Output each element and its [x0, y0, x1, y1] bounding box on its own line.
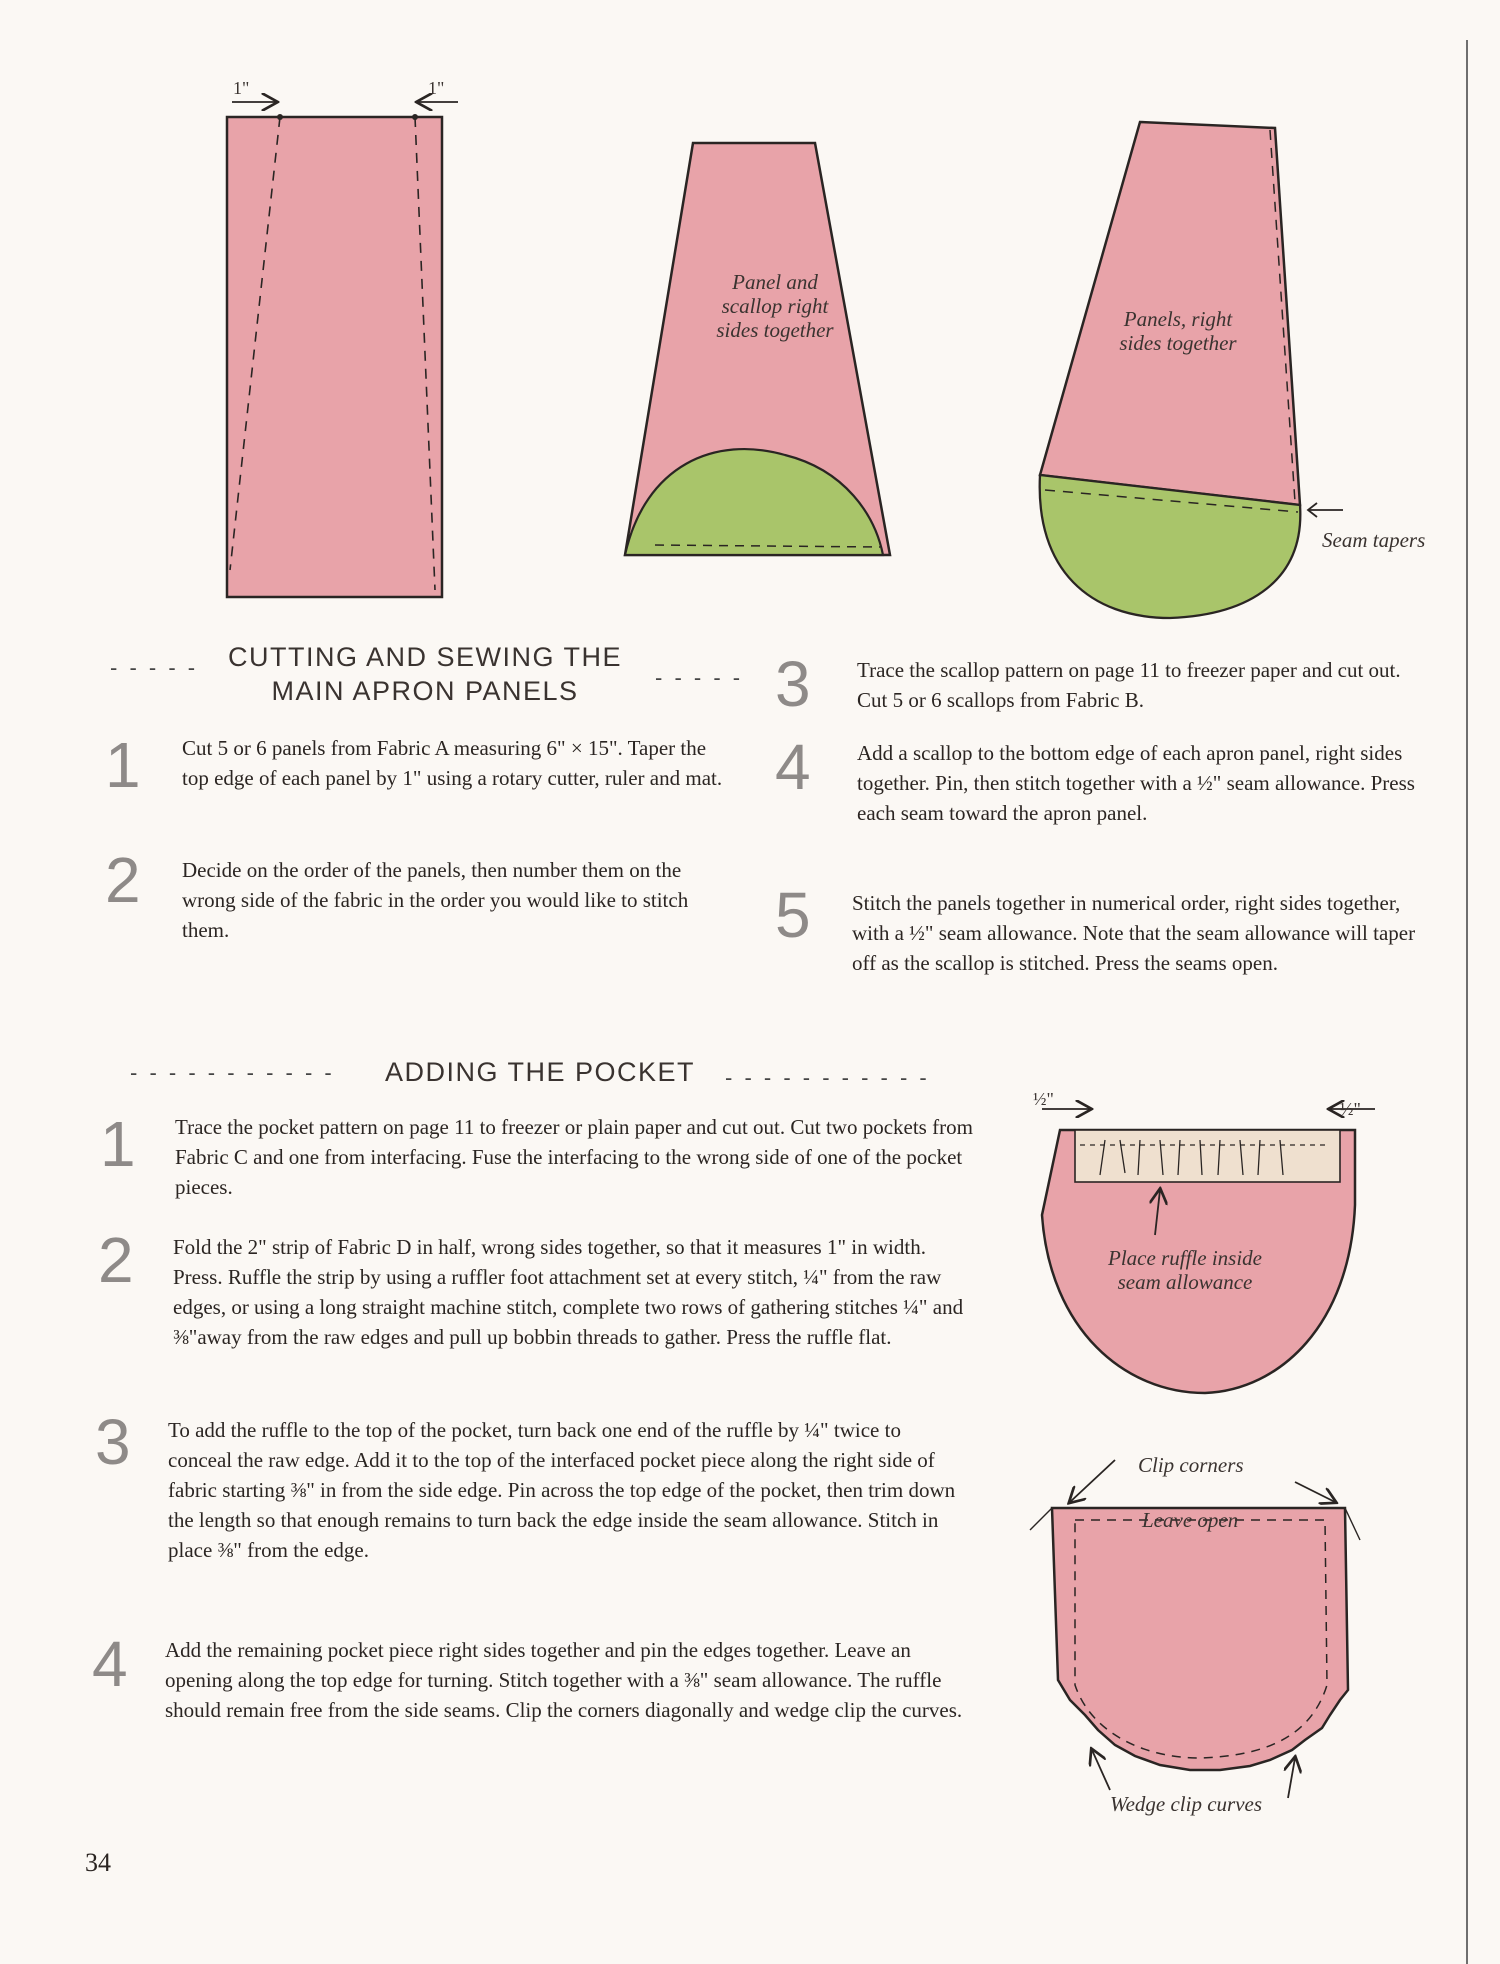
section1-heading: [205, 640, 645, 708]
s1-step1-number: 1: [105, 729, 141, 801]
section1-heading-line1: CUTTING AND SEWING THE: [227, 642, 623, 672]
page-number: 34: [85, 1848, 111, 1877]
page-edge-rule: [1466, 40, 1468, 1964]
section1-heading-line2: MAIN APRON PANELS: [271, 676, 579, 706]
panels-joined-label: Panels, right sides together: [1119, 307, 1237, 355]
section2-heading: ADDING THE POCKET: [384, 1057, 696, 1087]
seam-tapers-note: Seam tapers: [1322, 528, 1426, 552]
s1-step5-text: Stitch the panels together in numerical order, right sides together, with a ½" seam allowance. Note that the seam allowance will taper off as the scallop is stitched. Press the seams open.: [852, 891, 1416, 975]
heading-dash-right: - - - - -: [655, 665, 744, 690]
s1-step1-text: Cut 5 or 6 panels from Fabric A measuring 6" × 15". Taper the top edge of each panel by 1" using a rotary cutter, ruler and mat.: [182, 736, 723, 790]
heading2-dash-left: - - - - - - - - - - -: [130, 1060, 335, 1085]
s1-step3-text: Trace the scallop pattern on page 11 to freezer paper and cut out. Cut 5 or 6 scallops from Fabric B.: [857, 658, 1401, 712]
seam-tapers-arrow-icon: [1305, 500, 1345, 520]
s1-step5-number: 5: [775, 879, 811, 951]
heading-dash-left: - - - - -: [110, 655, 199, 680]
s2-step4-number: 4: [92, 1628, 128, 1700]
s2-step2-text: Fold the 2" strip of Fabric D in half, wrong sides together, so that it measures 1" in width. Press. Ruffle the strip by using a ruffler foot attachment set at every stitch, ¼" from the raw edges, or using a long straight machine stitch, complete two rows of gathering stitches ¼" and ⅜"away from the raw edges and pull up bobbin threads to gather. Press the ruffle flat.: [173, 1235, 964, 1349]
s2-step2-number: 2: [98, 1224, 134, 1296]
panels-joined-illustration: [1030, 110, 1310, 630]
pocket-measure-left: ½": [1033, 1089, 1054, 1109]
s2-step3-text: To add the ruffle to the top of the pocket, turn back one end of the ruffle by ¼" twice to conceal the raw edge. Add it to the top of the interfaced pocket piece along the right side of fabric starting ⅜" in from the side edge. Pin across the top edge of the pocket, then trim down the length so that enough remains to turn back the edge inside the seam allowance. Stitch in place ⅜" from the edge.: [168, 1418, 956, 1562]
panel-cut-illustration: [220, 70, 460, 610]
s1-step3-number: 3: [775, 648, 811, 720]
s2-step3-number: 3: [95, 1406, 131, 1478]
s2-step1-text: Trace the pocket pattern on page 11 to freezer or plain paper and cut out. Cut two pockets from Fabric C and one from interfacing. Fuse the interfacing to the wrong side of one of the pocket pieces.: [175, 1115, 973, 1199]
s1-step2-number: 2: [105, 844, 141, 916]
s2-step4-text: Add the remaining pocket piece right sides together and pin the edges together. Leave an opening along the top edge for turning. Stitch together with a ⅜" seam allowance. The ruffle should remain free from the side seams. Clip the corners diagonally and wedge clip the curves.: [165, 1638, 963, 1722]
s1-step4-text: Add a scallop to the bottom edge of each apron panel, right sides together. Pin, then stitch together with a ½" seam allowance. Press each seam toward the apron panel.: [857, 741, 1415, 825]
leave-open-label: Leave open: [1142, 1508, 1239, 1532]
heading2-dash-right: - - - - - - - - - - -: [725, 1065, 930, 1090]
measure-label-left: 1": [233, 78, 250, 98]
s1-step2-text: Decide on the order of the panels, then number them on the wrong side of the fabric in the order you would like to stitch them.: [182, 858, 689, 942]
measure-label-right: 1": [428, 78, 445, 98]
pocket-measure-right: ½": [1340, 1099, 1361, 1119]
clip-corners-label: Clip corners: [1138, 1453, 1244, 1477]
panel-scallop-label: Panel and scallop right sides together: [716, 270, 834, 342]
s1-step4-number: 4: [775, 731, 811, 803]
s2-step1-number: 1: [100, 1108, 136, 1180]
panel-scallop-illustration: [615, 135, 900, 565]
place-ruffle-label: Place ruffle inside seam allowance: [1108, 1246, 1262, 1294]
wedge-clip-label: Wedge clip curves: [1110, 1792, 1263, 1816]
